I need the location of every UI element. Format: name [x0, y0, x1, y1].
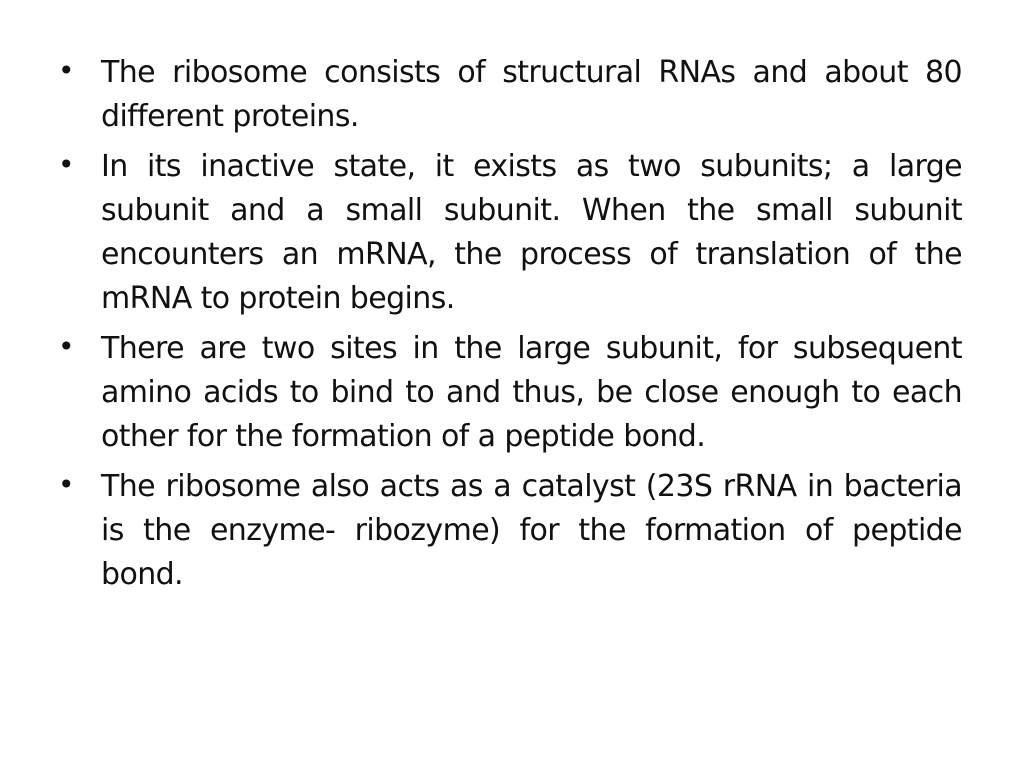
bullet-item — [58, 51, 962, 139]
bullet-marker: • — [58, 330, 74, 363]
bullet-text: The ribosome also acts as a catalyst (23S rRNA in bacteria is the enzyme- ribozyme) for the formation of peptide bond. — [101, 469, 962, 592]
bullet-marker: • — [58, 468, 74, 501]
bullet-text: There are two sites in the large subunit, for subsequent amino acids to bind to and thus, be close enough to each other for the formation of a peptide bond. — [101, 331, 962, 454]
bullet-marker: • — [58, 54, 74, 87]
bullet-item — [58, 465, 962, 597]
bullet-text: The ribosome consists of structural RNAs and about 80 different proteins. — [101, 55, 962, 134]
bullet-item — [58, 327, 962, 459]
bullet-marker: • — [58, 148, 74, 181]
bullet-list — [58, 51, 962, 603]
bullet-item — [58, 145, 962, 321]
bullet-text: In its inactive state, it exists as two subunits; a large subunit and a small subunit. When the small subunit encounters an mRNA, the process of translation of the mRNA to protein begins. — [101, 149, 962, 316]
